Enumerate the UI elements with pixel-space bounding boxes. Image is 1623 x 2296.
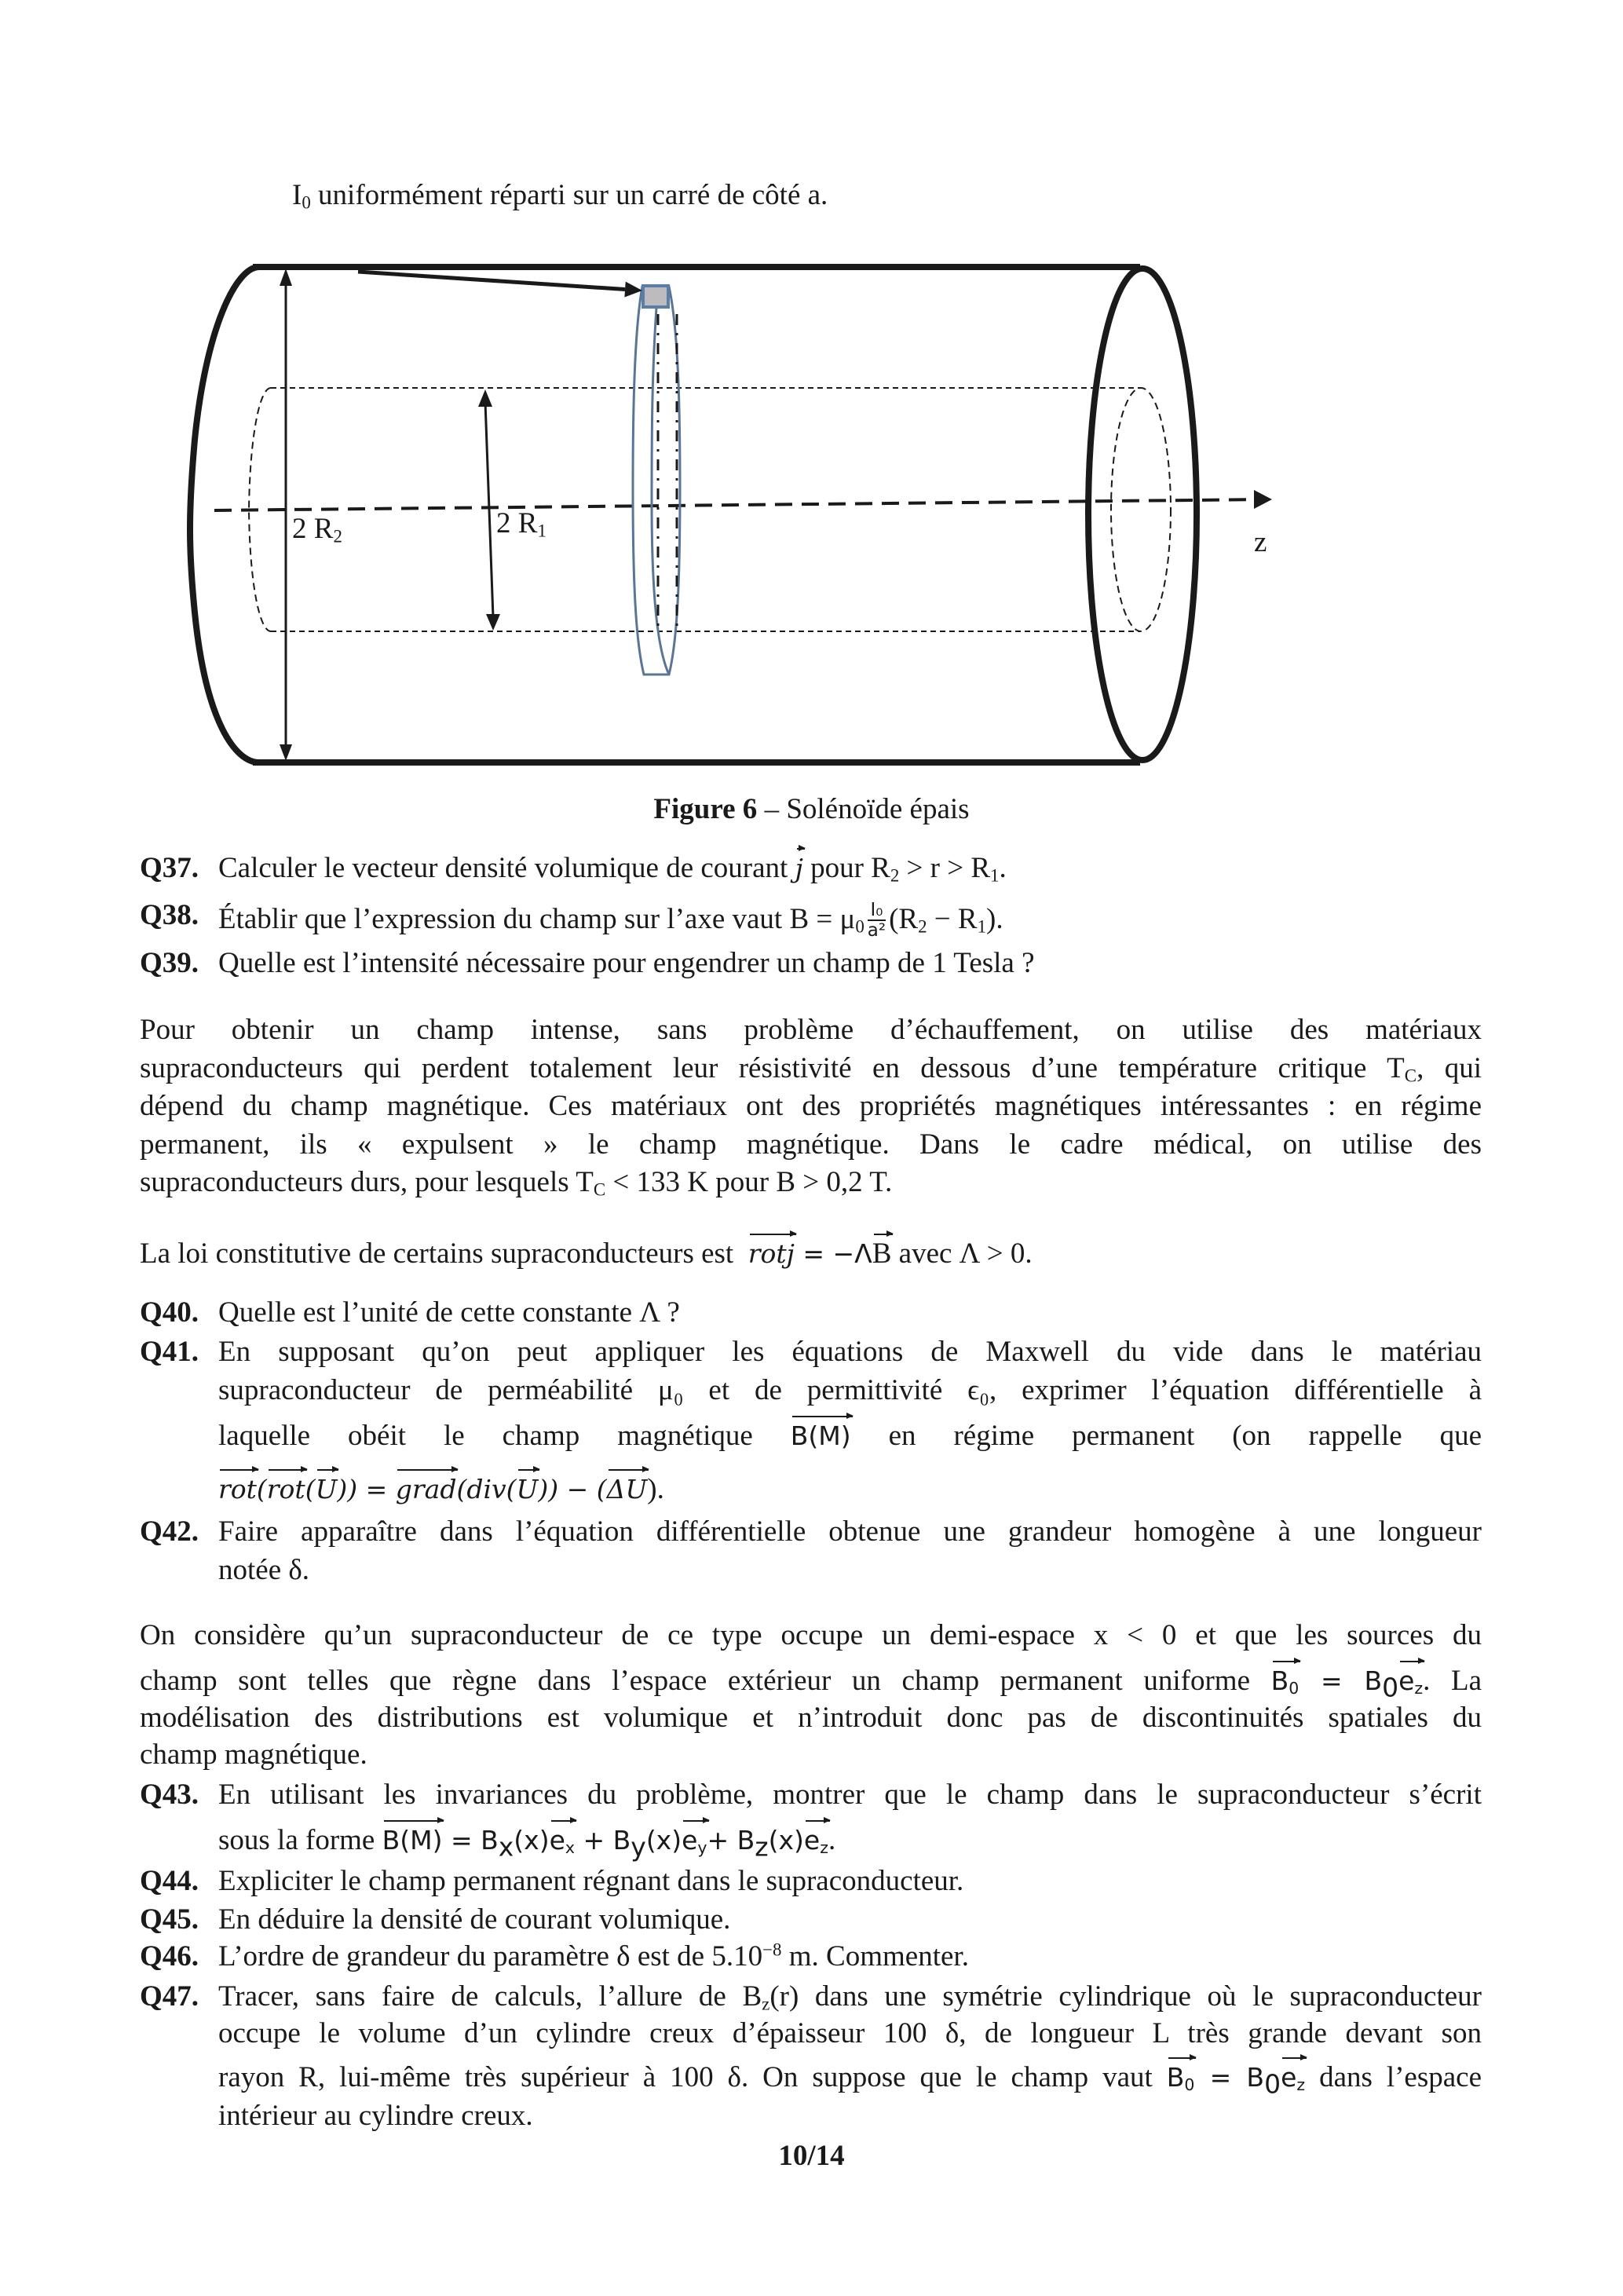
- label-2r2: 2 $R_2$: [292, 513, 342, 547]
- label-2r1: 2 $R_1$: [496, 507, 546, 541]
- q47-line4: intérieur au cylindre creux.: [218, 2100, 533, 2132]
- page-number: 10/14: [778, 2140, 845, 2172]
- q37-number: Q37.: [140, 852, 199, 884]
- q46-text: L’ordre de grandeur du paramètre δ est de $5.10^{-8}$ m. Commenter.: [218, 1940, 969, 1972]
- z-axis: [214, 499, 1266, 510]
- q41-line1: En supposant qu’on peut appliquer les équations de Maxwell du vide dans le matériau: [218, 1336, 1482, 1368]
- q42-line1: Faire apparaître dans l’équation différentielle obtenue une grandeur homogène à une longueur: [218, 1515, 1482, 1548]
- q38-text: Établir que l’expression du champ sur l’axe vaut $B = \mu_0$ $\frac{\text{I₀}}{\text{a²}}$ $(R_2 - R_1)$.: [218, 900, 1003, 941]
- current-square: [643, 286, 668, 307]
- para1-line2: supraconducteurs qui perdent totalement leur résistivité en dessous d’une température critique $T_C$, qui: [140, 1052, 1482, 1086]
- para1-line3: dépend du champ magnétique. Ces matériaux ont des propriétés magnétiques intéressantes : en régime: [140, 1090, 1482, 1122]
- q38-number: Q38.: [140, 899, 199, 931]
- q42-line2: notée δ.: [218, 1554, 310, 1586]
- para1-line5: supraconducteurs durs, pour lesquels $T_C < 133$ K pour B > 0,2 T.: [140, 1166, 893, 1200]
- q47-number: Q47.: [140, 1980, 199, 2013]
- q43-number: Q43.: [140, 1779, 199, 1811]
- q44-number: Q44.: [140, 1865, 199, 1897]
- q40-number: Q40.: [140, 1296, 199, 1329]
- q41-line2: supraconducteur de perméabilité μ₀ et de permittivité ϵ₀, exprimer l’équation différentielle à: [218, 1374, 1482, 1406]
- q41-line4: rot(rot(U)) = grad(div(U)) − (ΔU).: [218, 1473, 664, 1505]
- q44-text: Expliciter le champ permanent régnant dans le supraconducteur.: [218, 1865, 964, 1897]
- q47-line3: rayon R, lui-même très supérieur à 100 δ. On suppose que le champ vaut $B_0 = B_0e_z$ dans l’espace: [218, 2061, 1482, 2100]
- coil-ring-inner: [652, 308, 669, 675]
- q39-text: Quelle est l’intensité nécessaire pour engendrer un champ de 1 Tesla ?: [218, 947, 1035, 979]
- q39-number: Q39.: [140, 947, 199, 979]
- para2-line4: champ magnétique.: [140, 1738, 367, 1771]
- q47-line2: occupe le volume d’un cylindre creux d’épaisseur 100 δ, de longueur L très grande devant son: [218, 2017, 1482, 2049]
- cylinder-right-end: [1088, 269, 1197, 760]
- para1-line1: Pour obtenir un champ intense, sans problème d’échauffement, on utilise des matériaux: [140, 1014, 1482, 1046]
- q41-number: Q41.: [140, 1336, 199, 1368]
- figure-annotation: $I_0$ uniformément réparti sur un carré de côté a.: [292, 179, 828, 213]
- q43-line1: En utilisant les invariances du problème, montrer que le champ dans le supraconducteur s’écrit: [218, 1779, 1482, 1811]
- q43-line2: sous la forme $B(M) = B_x(x)e_x + B_y(x)e_y+ B_z(x)e_z$.: [218, 1824, 836, 1863]
- constitutive-law: La loi constitutive de certains supraconducteurs est rotj = −ΛB avec Λ > 0.: [140, 1238, 1033, 1270]
- solenoid-figure: [0, 0, 1623, 785]
- q46-number: Q46.: [140, 1940, 199, 1972]
- q42-number: Q42.: [140, 1515, 199, 1548]
- q41-line3: laquelle obéit le champ magnétique B(M) en régime permanent (on rappelle que: [218, 1420, 1482, 1452]
- para2-line2: champ sont telles que règne dans l’espace extérieur un champ permanent uniforme $B_0 = B_0e_z$. La: [140, 1665, 1482, 1703]
- para2-line1: On considère qu’un supraconducteur de ce type occupe un demi-espace x < 0 et que les sources du: [140, 1619, 1482, 1651]
- q47-line1: Tracer, sans faire de calculs, l’allure de $B_z(r)$ dans une symétrie cylindrique où le supraconducteur: [218, 1980, 1482, 2014]
- para1-line4: permanent, ils « expulsent » le champ magnétique. Dans le cadre médical, on utilise des: [140, 1128, 1482, 1161]
- axis-label-z: z: [1254, 526, 1267, 558]
- q45-number: Q45.: [140, 1903, 199, 1936]
- para2-line3: modélisation des distributions est volumique et n’introduit donc pas de discontinuités spatiales du: [140, 1702, 1482, 1734]
- figure-caption: Figure 6 – Solénoïde épais: [653, 793, 970, 825]
- q40-text: Quelle est l’unité de cette constante Λ ?: [218, 1296, 680, 1329]
- q37-text: Calculer le vecteur densité volumique de courant j pour $R_2 > r > R_1$.: [218, 852, 1007, 886]
- q45-text: En déduire la densité de courant volumique.: [218, 1903, 731, 1936]
